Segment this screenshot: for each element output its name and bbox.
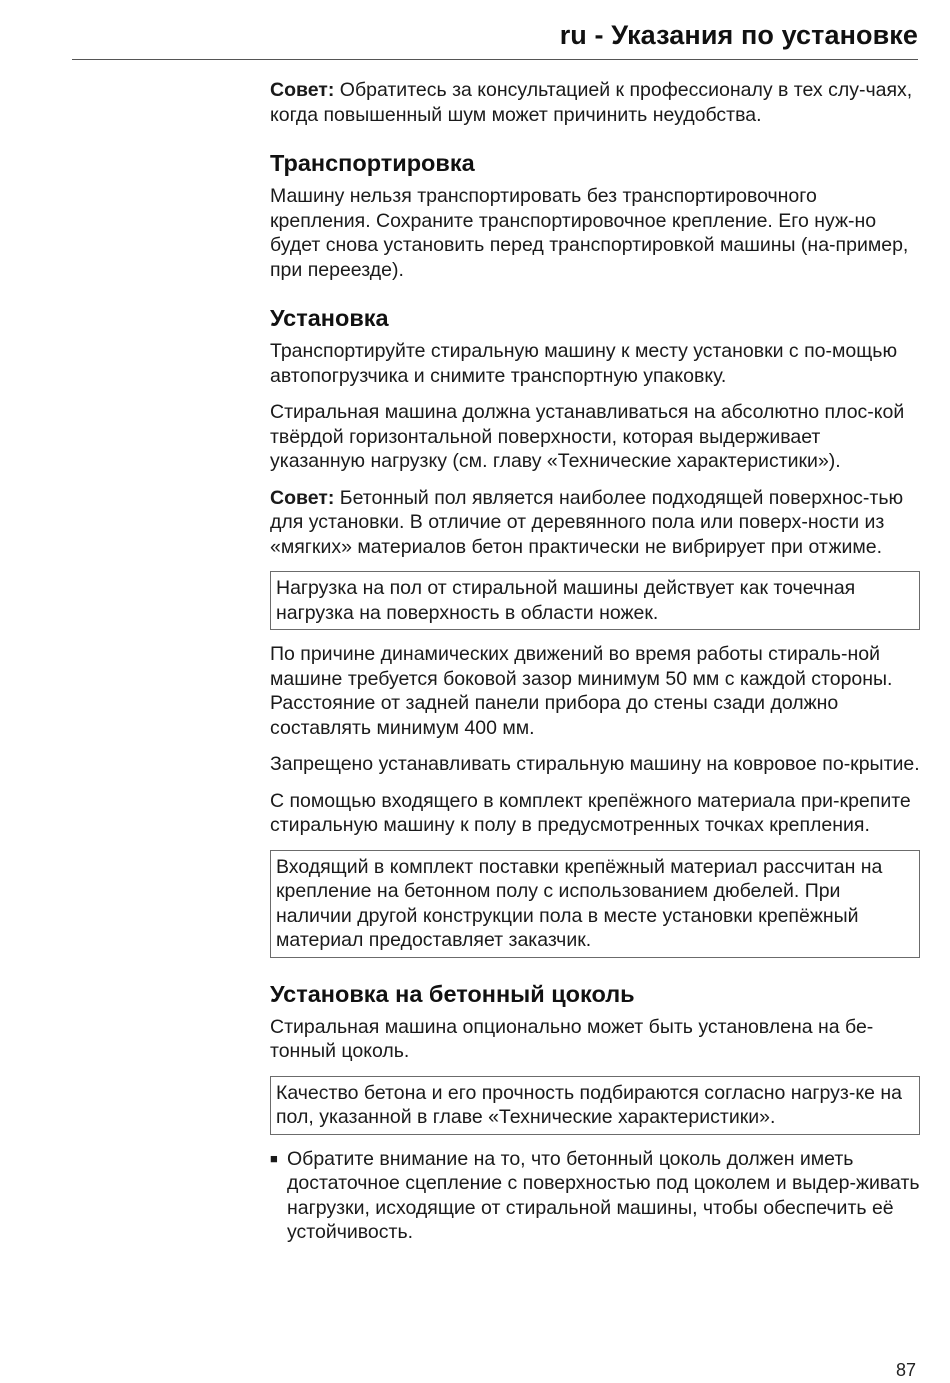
note-box-fastening: Входящий в комплект поставки крепёжный материал рассчитан на крепление на бетонном полу с использованием дюбелей. При наличии другой конструкции пола в месте установки крепёжный материал предоставляет заказчик.	[270, 850, 920, 958]
page-number: 87	[895, 1360, 916, 1380]
tip-text: Бетонный пол является наиболее подходящей поверхнос-тью для установки. В отличие от деревянного пола или поверх-ности из «мягких» материалов бетон практически не вибрирует при отжиме.	[270, 486, 904, 558]
installation-paragraph-4: Запрещено устанавливать стиральную машину на ковровое по-крытие.	[270, 753, 920, 775]
plinth-paragraph: Стиральная машина опционально может быть установлена на бе-тонный цоколь.	[270, 1015, 874, 1062]
note-box-concrete-quality: Качество бетона и его прочность подбираются согласно нагруз-ке на пол, указанной в главе «Технические характеристики».	[270, 1076, 920, 1135]
page-content	[270, 78, 920, 1245]
intro-tip-paragraph	[270, 78, 920, 127]
installation-paragraph-3: По причине динамических движений во время работы стираль-ной машине требуется боковой зазор минимум 50 мм с каждой стороны. Расстояние от задней панели прибора до стены сзади должно составлять минимум 400 мм.	[270, 643, 893, 739]
bullet-text: Обратите внимание на то, что бетонный цоколь должен иметь достаточное сцепление с поверхностью под цоколем и выдер-живать нагрузки, исходящие от стиральной машины, чтобы обеспечить её устойчивость.	[287, 1147, 920, 1243]
section-heading-plinth: Установка на бетонный цоколь	[270, 980, 635, 1007]
transport-paragraph: Машину нельзя транспортировать без транспортировочного крепления. Сохраните транспортировочное крепление. Его нуж-но будет снова установить перед транспортировкой машины (на-пример, при переезде).	[270, 185, 909, 281]
tip-label: Совет:	[270, 79, 335, 101]
tip-label: Совет:	[270, 486, 335, 509]
installation-paragraph-5: С помощью входящего в комплект крепёжного материала при-крепите стиральную машину к полу в предусмотренных точках крепления.	[270, 789, 911, 836]
header-title: ru - Указания по установке	[559, 20, 918, 50]
section-heading-installation: Установка	[270, 305, 389, 331]
tip-text: Обратитесь за консультацией к профессионалу в тех слу-чаях, когда повышенный шум может причинить неудобства.	[270, 79, 913, 126]
header-divider	[72, 59, 918, 60]
note-box-floor-load: Нагрузка на пол от стиральной машины действует как точечная нагрузка на поверхность в области ножек.	[270, 571, 920, 630]
section-heading-transport: Транспортировка	[270, 150, 475, 176]
list-item	[270, 1147, 920, 1245]
installation-tip-paragraph	[270, 486, 920, 560]
square-bullet-icon: ■	[270, 1150, 278, 1166]
installation-paragraph-1: Транспортируйте стиральную машину к месту установки с по-мощью автопогрузчика и снимите транспортную упаковку.	[270, 340, 898, 387]
installation-paragraph-2: Стиральная машина должна устанавливаться на абсолютно плос-кой твёрдой горизонтальной поверхности, которая выдерживает указанную нагрузку (см. главу «Технические характеристики»).	[270, 401, 905, 472]
